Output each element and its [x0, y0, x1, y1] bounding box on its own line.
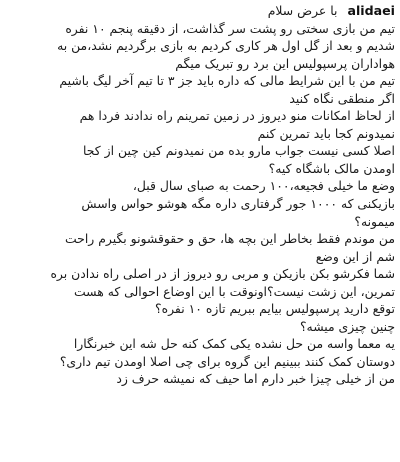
caption-line: چنین چیزی میشه؟ [299, 318, 395, 334]
caption-line: تیم من با این شرایط مالی که داره باید جز ۳ تا تیم آخر لیگ باشیم [59, 73, 395, 89]
caption-line: توقع دارید پرسپولیس بیایم ببریم تازه ۱۰ نفره؟ [155, 301, 395, 317]
caption-line: شم از این وضع [315, 248, 395, 264]
username-link[interactable]: alidaei [347, 3, 395, 18]
caption-line: از لحاظ امکانات منو دیروز در زمین تمرینم راه ندادند فردا هم [79, 108, 395, 124]
caption-line: میمونه؟ [354, 213, 395, 229]
caption-line: اگر منطقی نگاه کنید [289, 90, 395, 106]
caption-text [6, 2, 395, 388]
caption-line: تیم من بازی سختی رو پشت سر گذاشت، از دقیقه پنجم ۱۰ نفره [65, 20, 395, 36]
caption-line: دوستان کمک کنند ببینیم این گروه برای چی اصلا اومدن تیم داری؟ [59, 353, 395, 369]
caption-line: تمرین، این زشت نیست؟اونوقت با این اوضاع احوالی که هست [74, 283, 395, 299]
caption-greeting: با عرض سلام [267, 3, 338, 18]
caption-line: اومدن مالک باشگاه کیه؟ [268, 160, 395, 176]
caption-line: شما فکرشو بکن بازیکن و مربی رو دیروز از در اصلی راه ندادن بره [50, 266, 395, 282]
caption-line: وضع ما خیلی فجیعه،۱۰۰ رحمت به صبای سال قبل، [132, 178, 395, 194]
caption-line: یه معما واسه من حل نشده یکی کمک کنه حل شه این خبرنگارا [73, 336, 395, 352]
caption-header-line [6, 2, 395, 20]
caption-line: اصلا کسی نیست جواب مارو بده من نمیدونم کین چین از کجا [83, 143, 395, 159]
caption-line: نمیدونم کجا باید تمرین کنم [257, 125, 395, 141]
caption-line: بازیکنی که ۱۰۰۰ جور گرفتاری داره مگه هوشو حواس واسش [81, 196, 395, 212]
caption-line: من از خیلی چیزا خبر دارم اما حیف که نمیشه حرف زد [116, 371, 395, 387]
caption-line: هواداران پرسپولیس این برد رو تبریک میگم [175, 55, 395, 71]
caption-line: من موندم فقط بخاطر این بچه ها، حق و حقوقشونو بگیرم راحت [65, 231, 395, 247]
caption-line: شدیم و بعد از گل اول هر کاری کردیم به بازی برگردیم نشد،من به [57, 38, 395, 54]
